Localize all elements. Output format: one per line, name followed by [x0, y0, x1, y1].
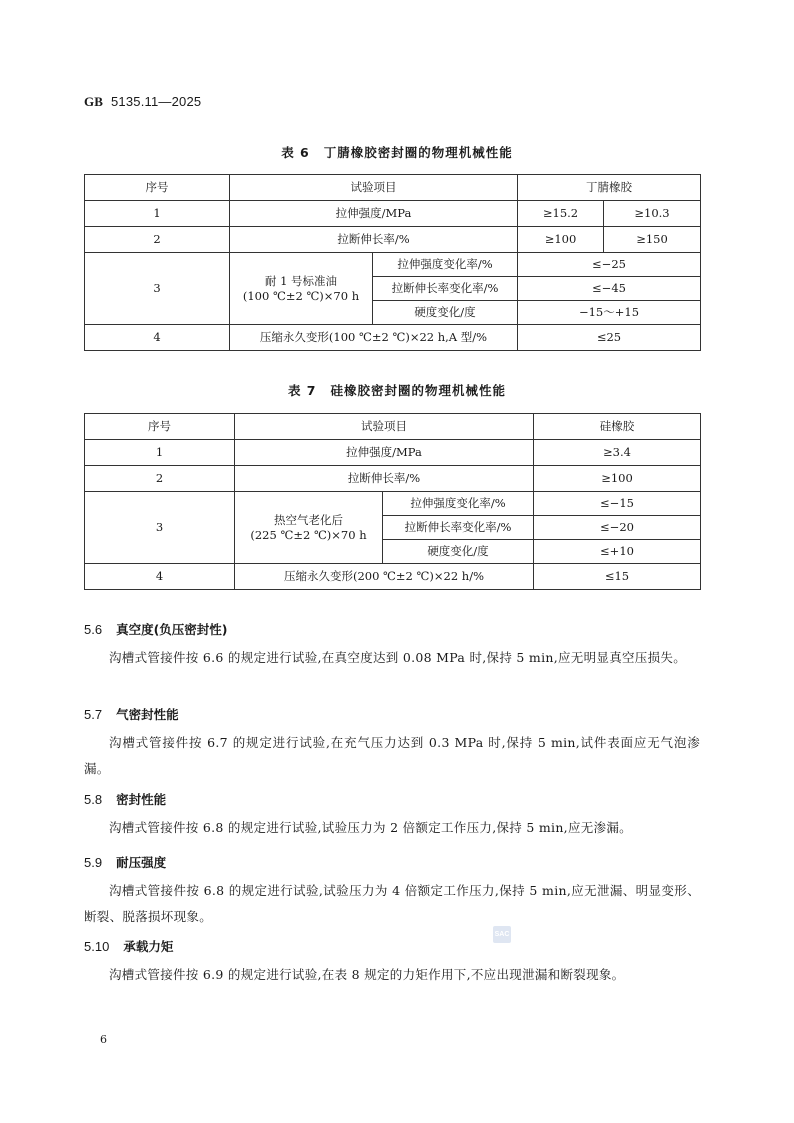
header-seq: 序号 — [85, 175, 230, 201]
cell-condition — [230, 253, 373, 325]
table-header-row — [85, 175, 701, 201]
cell-item: 拉断伸长率/% — [230, 227, 518, 253]
cell-value: ≤−20 — [534, 516, 701, 540]
section-text-5-10: 沟槽式管接件按 6.9 的规定进行试验,在表 8 规定的力矩作用下,不应出现泄漏和断裂现象。 — [109, 967, 625, 982]
header-item: 试验项目 — [230, 175, 518, 201]
header-item: 试验项目 — [235, 414, 534, 440]
table-row — [85, 564, 701, 590]
cell-value: ≥3.4 — [534, 440, 701, 466]
table-row — [85, 201, 701, 227]
section-heading-5-10 — [84, 937, 173, 955]
cell-sub-item: 拉断伸长率变化率/% — [373, 277, 518, 301]
section-title: 承载力矩 — [123, 939, 174, 954]
cell-seq: 1 — [85, 201, 230, 227]
section-text-5-6: 沟槽式管接件按 6.6 的规定进行试验,在真空度达到 0.08 MPa 时,保持 5 min,应无明显真空压损失。 — [109, 650, 687, 665]
cell-sub-item: 拉伸强度变化率/% — [373, 253, 518, 277]
cell-seq: 3 — [85, 253, 230, 325]
section-number: 5.7 — [84, 707, 103, 722]
table-row — [85, 325, 701, 351]
cell-seq: 3 — [85, 492, 235, 564]
table-row — [85, 440, 701, 466]
section-heading-5-8 — [84, 790, 166, 808]
standard-number: 5135.11—2025 — [111, 94, 202, 109]
section-text-5-9: 沟槽式管接件按 6.8 的规定进行试验,试验压力为 4 倍额定工作压力,保持 5 min,应无泄漏、明显变形、断裂、脱落损坏现象。 — [84, 883, 700, 924]
section-title: 密封性能 — [116, 792, 167, 807]
section-number: 5.10 — [84, 939, 110, 954]
page-number: 6 — [100, 1033, 107, 1046]
table-row — [85, 466, 701, 492]
table-row — [85, 227, 701, 253]
section-title: 耐压强度 — [116, 855, 167, 870]
cell-value: ≤25 — [518, 325, 701, 351]
table-row — [85, 492, 701, 516]
cell-item: 拉伸强度/MPa — [230, 201, 518, 227]
table6 — [84, 174, 701, 351]
cell-sub-item: 硬度变化/度 — [383, 540, 534, 564]
section-text-5-7: 沟槽式管接件按 6.7 的规定进行试验,在充气压力达到 0.3 MPa 时,保持 5 min,试件表面应无气泡渗漏。 — [84, 735, 700, 776]
cell-item: 拉断伸长率/% — [235, 466, 534, 492]
section-number: 5.9 — [84, 855, 103, 870]
condition-line2: (100 ℃±2 ℃)×70 h — [242, 288, 360, 303]
section-heading-5-6 — [84, 620, 228, 638]
cell-seq: 4 — [85, 564, 235, 590]
cell-value: ≤−25 — [518, 253, 701, 277]
section-heading-5-7 — [84, 705, 179, 723]
cell-sub-item: 硬度变化/度 — [373, 301, 518, 325]
sac-watermark-logo: SAC — [493, 926, 511, 943]
cell-value: ≤+10 — [534, 540, 701, 564]
header-seq: 序号 — [85, 414, 235, 440]
cell-sub-item: 拉伸强度变化率/% — [383, 492, 534, 516]
cell-value: ≤−45 — [518, 277, 701, 301]
section-heading-5-9 — [84, 853, 166, 871]
cell-seq: 2 — [85, 466, 235, 492]
table6-caption-title: 丁腈橡胶密封圈的物理机械性能 — [323, 145, 513, 160]
cell-sub-item: 拉断伸长率变化率/% — [383, 516, 534, 540]
cell-item: 压缩永久变形(200 ℃±2 ℃)×22 h/% — [235, 564, 534, 590]
condition-line2: (225 ℃±2 ℃)×70 h — [250, 527, 367, 542]
cell-value-b: ≥150 — [604, 227, 701, 253]
table6-caption — [0, 143, 794, 161]
cell-seq: 1 — [85, 440, 235, 466]
section-number: 5.6 — [84, 622, 103, 637]
header-material: 丁腈橡胶 — [518, 175, 701, 201]
section-number: 5.8 — [84, 792, 103, 807]
cell-item: 压缩永久变形(100 ℃±2 ℃)×22 h,A 型/% — [230, 325, 518, 351]
cell-value-a: ≥15.2 — [518, 201, 604, 227]
standard-prefix: GB — [84, 94, 104, 109]
cell-seq: 2 — [85, 227, 230, 253]
table7-caption-title: 硅橡胶密封圈的物理机械性能 — [330, 383, 507, 398]
table6-caption-number: 表 6 — [281, 145, 310, 160]
cell-seq: 4 — [85, 325, 230, 351]
table7-caption-number: 表 7 — [287, 383, 317, 398]
table-row — [85, 253, 701, 277]
cell-value: −15～+15 — [518, 301, 701, 325]
section-title: 气密封性能 — [116, 707, 179, 722]
cell-item: 拉伸强度/MPa — [235, 440, 534, 466]
table7-caption — [0, 381, 794, 399]
cell-value: ≤15 — [534, 564, 701, 590]
table7 — [84, 413, 701, 590]
condition-line1: 热空气老化后 — [274, 512, 343, 527]
standard-header — [84, 94, 201, 110]
header-material: 硅橡胶 — [534, 414, 701, 440]
cell-value: ≥100 — [534, 466, 701, 492]
condition-line1: 耐 1 号标准油 — [264, 273, 338, 288]
section-title: 真空度(负压密封性) — [116, 622, 228, 637]
table-header-row — [85, 414, 701, 440]
cell-value-b: ≥10.3 — [604, 201, 701, 227]
cell-value-a: ≥100 — [518, 227, 604, 253]
cell-value: ≤−15 — [534, 492, 701, 516]
cell-condition — [235, 492, 383, 564]
section-text-5-8: 沟槽式管接件按 6.8 的规定进行试验,试验压力为 2 倍额定工作压力,保持 5 min,应无渗漏。 — [109, 820, 632, 835]
